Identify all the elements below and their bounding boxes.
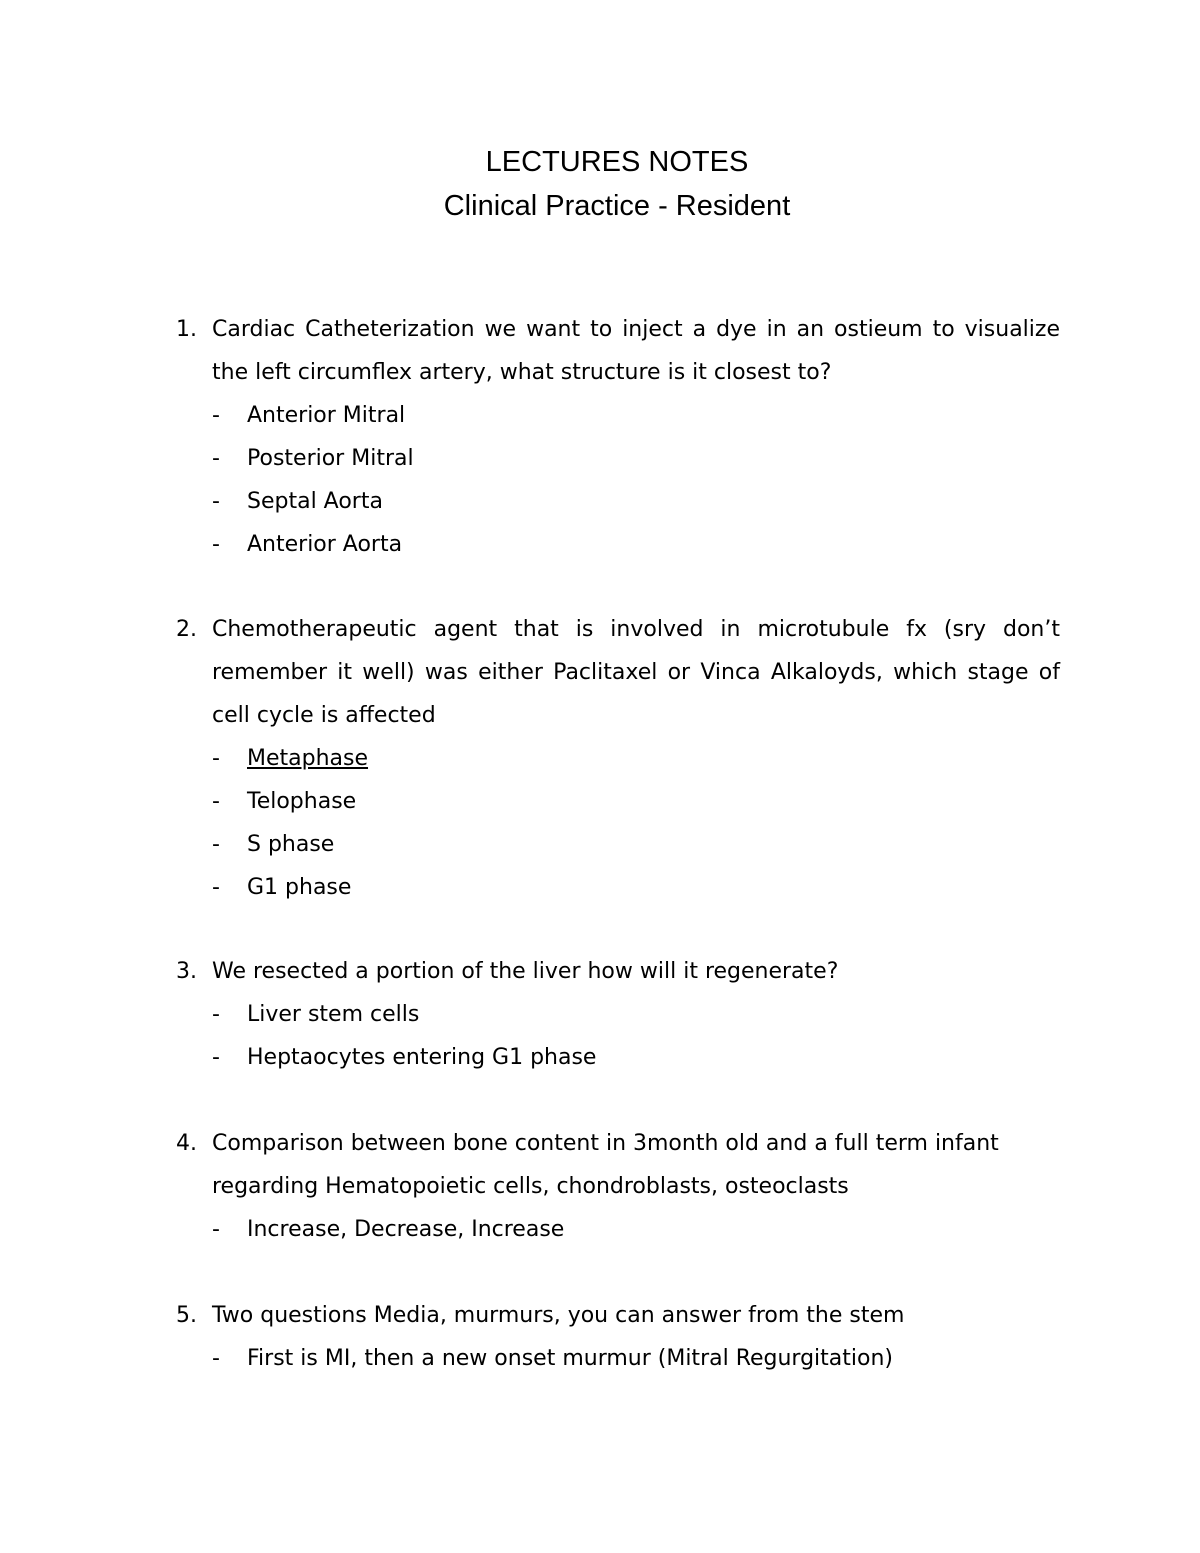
question-3 (176, 950, 1060, 1079)
answer-options (176, 737, 1060, 909)
answer-option: - Liver stem cells (212, 1002, 420, 1027)
answer-options (176, 1208, 1060, 1251)
answer-option: - Telophase (212, 789, 357, 814)
question-text: Comparison between bone content in 3month old and a full term infant regarding Hematopoietic cells, chondroblasts, osteoclasts (212, 1131, 999, 1199)
question-number: 5. (176, 1303, 197, 1328)
question-number: 4. (176, 1131, 197, 1156)
answer-option: - Posterior Mitral (212, 446, 414, 471)
answer-option-correct: - Metaphase (212, 746, 369, 771)
answer-option: - First is MI, then a new onset murmur (Mitral Regurgitation) (212, 1346, 894, 1371)
question-4 (176, 1122, 1060, 1251)
question-text: Two questions Media, murmurs, you can answer from the stem (212, 1303, 905, 1328)
question-number: 3. (176, 959, 197, 984)
question-number: 1. (176, 317, 197, 342)
answer-option: - Heptaocytes entering G1 phase (212, 1045, 597, 1070)
page-subtitle: Clinical Practice - Resident (443, 190, 791, 222)
answer-option: - Anterior Mitral (212, 403, 406, 428)
answer-option: - G1 phase (212, 875, 352, 900)
page-title: LECTURES NOTES (485, 146, 749, 178)
answer-options (176, 394, 1060, 566)
question-text: We resected a portion of the liver how will it regenerate? (212, 959, 839, 984)
title-block (0, 140, 1200, 228)
answer-option: - Anterior Aorta (212, 532, 403, 557)
question-1 (176, 308, 1060, 566)
question-number: 2. (176, 617, 197, 642)
question-text: Chemotherapeutic agent that is involved in microtubule fx (sry don’t remember it well) was either Paclitaxel or Vinca Alkaloyds, which stage of cell cycle is affected (212, 617, 1060, 728)
question-text: Cardiac Catheterization we want to inject a dye in an ostieum to visualize the left circumflex artery, what structure is it closest to? (212, 317, 1060, 385)
answer-option: - Septal Aorta (212, 489, 383, 514)
question-2 (176, 608, 1060, 909)
answer-option: - Increase, Decrease, Increase (212, 1217, 565, 1242)
answer-options (176, 1337, 1060, 1380)
answer-option: - S phase (212, 832, 335, 857)
answer-options (176, 993, 1060, 1079)
question-5 (176, 1294, 1060, 1380)
